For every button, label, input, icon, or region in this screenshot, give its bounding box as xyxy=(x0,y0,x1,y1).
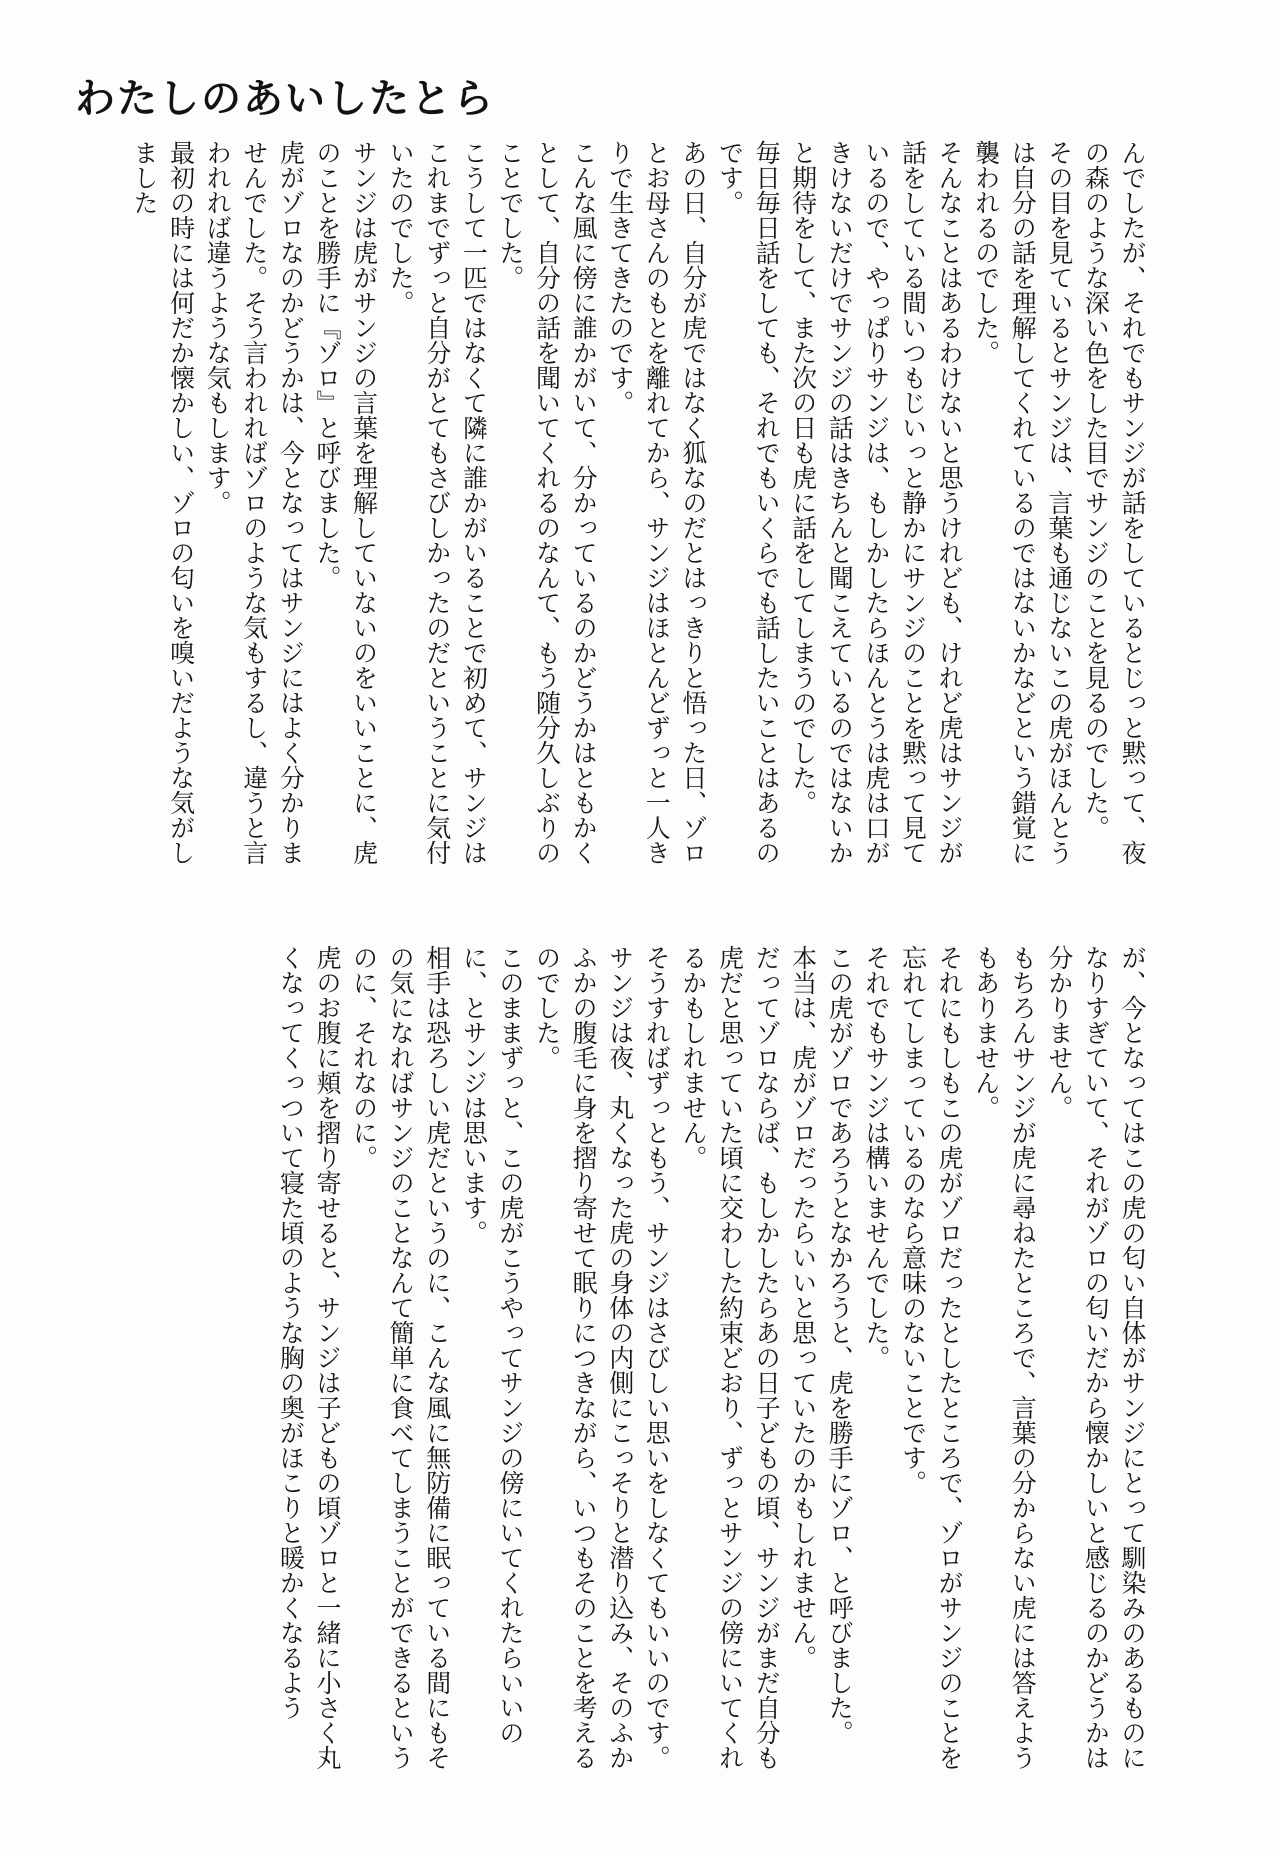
paragraph: 本当は、虎がゾロだったらいいと思っていたのかもしれません。 xyxy=(788,945,818,1670)
paragraph: んでしたが、それでもサンジが話をしているとじっと黙って、夜の森のような深い色をした目でサンジのことを見るのでした。 xyxy=(1081,140,1147,865)
paragraph: 虎のお腹に頬を摺り寄せると、サンジは子どもの頃ゾロと一緒に小さく丸くなってくっついて寝た頃のような胸の奥がほこりと暖かくなるよう xyxy=(276,945,342,1770)
paragraph: それでもサンジは構いませんでした。 xyxy=(861,945,891,1370)
paragraph: この虎がゾロであろうとなかろうと、虎を勝手にゾロ、と呼びました。 xyxy=(825,945,855,1745)
text-block-lower xyxy=(90,945,1150,1785)
paragraph: それにもしもこの虎がゾロだったとしたところで、ゾロがサンジのことを忘れてしまっているのなら意味のないことです。 xyxy=(898,945,965,1770)
paragraph: このままずっと、この虎がこうやってサンジの傍にいてくれたらいいのに、とサンジは思います。 xyxy=(459,945,525,1745)
paragraph: サンジは夜、丸くなった虎の身体の内側にこっそりと潜り込み、そのふかふかの腹毛に身を摺り寄せて眠りにつきながら、いつもそのことを考えるのでした。 xyxy=(532,945,635,1770)
paragraph: あの日、自分が虎ではなく狐なのだとはっきりと悟った日、ゾロとお母さんのもとを離れてから、サンジはほとんどずっと一人きりで生きてきたのです。 xyxy=(605,140,708,865)
page-title: わたしのあいしたとら xyxy=(75,75,495,122)
paragraph: 相手は恐ろしい虎だというのに、こんな風に無防備に眠っている間にもその気になればサンジのことなんて簡単に食べてしまうことができるというのに、それなのに。 xyxy=(349,945,452,1770)
paragraph: そうすればずっともう、サンジはさびしい思いをしなくてもいいのです。 xyxy=(642,945,672,1770)
text-block-upper xyxy=(90,140,1150,870)
paragraph: 毎日毎日話をしても、それでもいくらでも話したいことはあるのです。 xyxy=(715,140,782,865)
paragraph: そんなことはあるわけないと思うけれども、けれど虎はサンジが話をしている間いつもじいっと静かにサンジのことを黙って見ているので、やっぱりサンジは、もしかしたらほんとうは虎は口がきけないだけでサンジの話はきちんと聞こえているのではないかと期待をして、また次の日も虎に話をしてしまうのでした。 xyxy=(788,140,965,865)
paragraph: が、今となってはこの虎の匂い自体がサンジにとって馴染みのあるものになりすぎていて、それがゾロの匂いだから懐かしいと感じるのかどうかは分かりません。 xyxy=(1044,945,1147,1770)
paragraph: その目を見ているとサンジは、言葉も通じないこの虎がほんとうは自分の話を理解してくれているのではないかなどという錯覚に襲われるのでした。 xyxy=(971,140,1074,865)
paragraph: もちろんサンジが虎に尋ねたところで、言葉の分からない虎には答えようもありません。 xyxy=(971,945,1038,1770)
paragraph: サンジは虎がサンジの言葉を理解していないのをいいことに、虎のことを勝手に『ゾロ』と呼びました。 xyxy=(312,140,379,865)
paragraph: こうして一匹ではなくて隣に誰かがいることで初めて、サンジはこれまでずっと自分がとてもさびしかったのだということに気付いたのでした。 xyxy=(386,140,489,865)
paragraph: 虎がゾロなのかどうかは、今となってはサンジにはよく分かりませんでした。そう言われればゾロのような気もするし、違うと言われれば違うような気もします。 xyxy=(203,140,306,865)
paragraph: こんな風に傍に誰かがいて、分かっているのかどうかはともかくとして、自分の話を聞いてくれるのなんて、もう随分久しぶりのことでした。 xyxy=(495,140,599,865)
paragraph: だってゾロならば、もしかしたらあの日子どもの頃、サンジがまだ自分も虎だと思っていた頃に交わした約束どおり、ずっとサンジの傍にいてくれるかもしれません。 xyxy=(678,945,782,1770)
paragraph: 最初の時には何だか懐かしい、ゾロの匂いを嗅いだような気がしました xyxy=(129,140,196,865)
